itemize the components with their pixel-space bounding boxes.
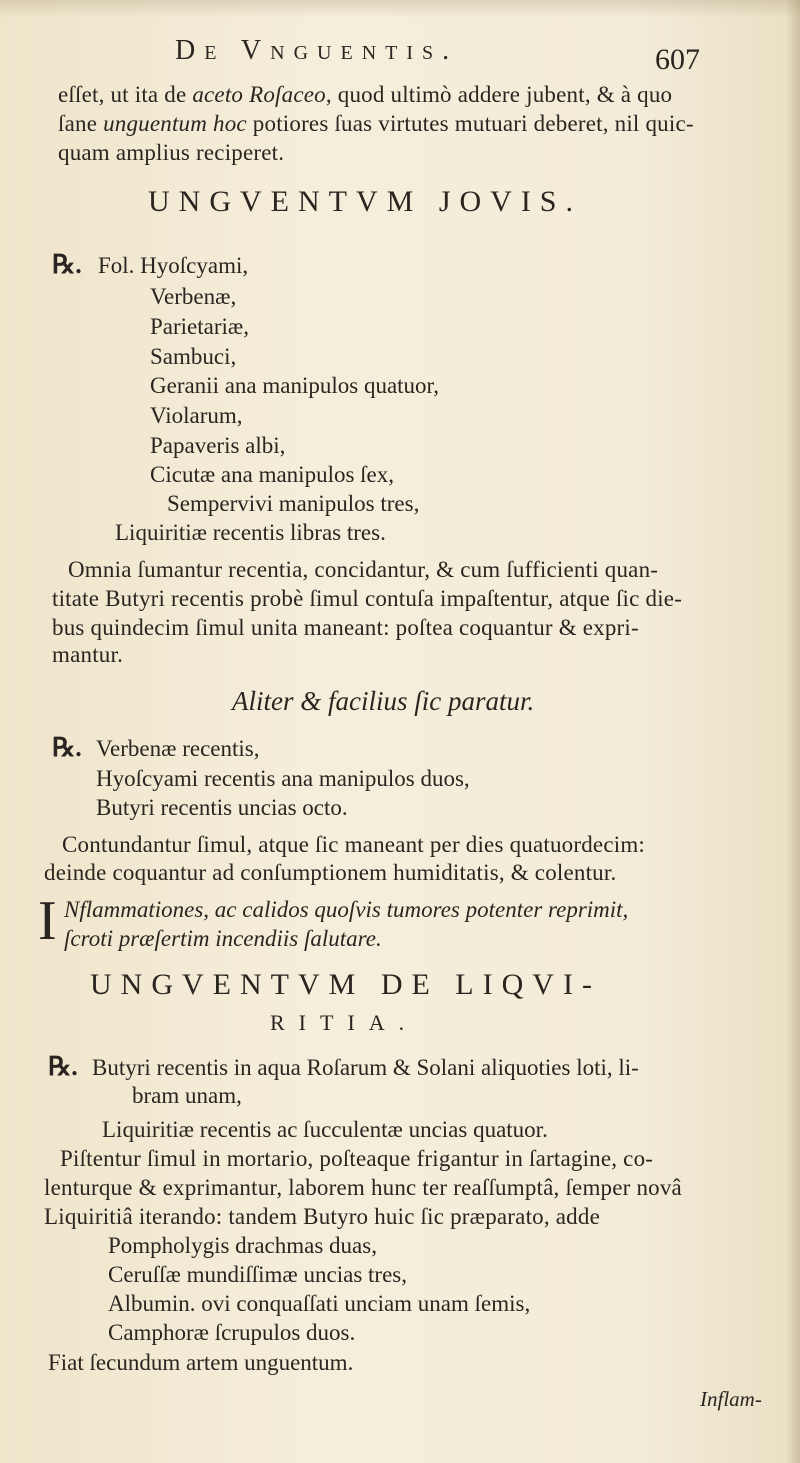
- method-line: Liquiritiâ iterando: tandem Butyro huic ſic præparato, adde: [44, 1204, 600, 1229]
- intro-line-2: [58, 111, 694, 137]
- recipe-title-liquiritia: UNGVENTVM DE LIQVI-: [90, 968, 601, 1001]
- ingredient-line: bram unam,: [132, 1083, 242, 1108]
- method-line: deinde coquantur ad conſumptionem humiditatis, & colentur.: [44, 860, 617, 885]
- ingredient-line: Butyri recentis uncias octo.: [96, 795, 348, 820]
- ingredient-line: Albumin. ovi conquaſſati unciam unam ſemis,: [108, 1291, 531, 1316]
- ingredient-line: Verbenæ,: [150, 284, 237, 309]
- ingredient-line: Ceruſſæ mundiſſimæ uncias tres,: [108, 1262, 407, 1287]
- method-line: Omnia ſumantur recentia, concidantur, & cum ſufficienti quan-: [68, 557, 659, 582]
- page-edge: [786, 0, 800, 1463]
- ingredient-line: Pompholygis drachmas duas,: [108, 1233, 377, 1258]
- method-line: mantur.: [52, 642, 124, 667]
- method-line: Piſtentur ſimul in mortario, poſteaque frigantur in ſartagine, co-: [60, 1146, 654, 1171]
- method-line: titate Butyri recentis probè ſimul contuſa impaſtentur, atque ſic die-: [52, 586, 683, 611]
- intro-line-1: [58, 82, 672, 108]
- usage-line: ſcroti præſertim incendiis ſalutare.: [64, 926, 382, 951]
- ingredient-line: Liquiritiæ recentis libras tres.: [115, 520, 386, 545]
- recipe-title-continuation: RITIA.: [270, 1010, 419, 1035]
- usage-line: Nflammationes, ac calidos quoſvis tumores potenter reprimit,: [64, 897, 629, 922]
- recipe-title-aliter: Aliter & facilius ſic paratur.: [232, 686, 535, 716]
- recipe-symbol: ℞.: [52, 733, 82, 762]
- intro-text: ſane: [58, 111, 104, 136]
- running-title: De Vnguentis.: [175, 35, 459, 66]
- intro-line-3: quam amplius reciperet.: [58, 140, 285, 165]
- ingredient-line: Verbenæ recentis,: [96, 736, 260, 761]
- ingredient-line: Geranii ana manipulos quatuor,: [150, 373, 440, 398]
- page-shadow: [0, 0, 800, 18]
- method-line: Contundantur ſimul, atque ſic maneant per dies quatuordecim:: [62, 832, 646, 857]
- intro-emphasis: unguentum hoc: [103, 111, 247, 136]
- ingredient-line: Camphoræ ſcrupulos duos.: [108, 1320, 356, 1345]
- recipe-symbol: ℞.: [52, 250, 82, 279]
- ingredient-line: Cicutæ ana manipulos ſex,: [150, 462, 395, 487]
- recipe-title-jovis: UNGVENTVM JOVIS.: [148, 185, 582, 218]
- method-line: bus quindecim ſimul unita maneant: poſtea coquantur & expri-: [52, 615, 639, 640]
- ingredient-line: Papaveris albi,: [150, 433, 286, 458]
- catchword: Inflam-: [700, 1387, 762, 1411]
- ingredient-line: Parietariæ,: [150, 314, 249, 339]
- intro-text: , quod ultimò addere jubent, & à quo: [325, 82, 673, 107]
- drop-cap: I: [38, 890, 57, 952]
- ingredient-line: Butyri recentis in aqua Roſarum & Solani aliquoties loti, li-: [92, 1055, 639, 1080]
- intro-text: eſſet, ut ita de: [58, 82, 193, 107]
- closing-line: Fiat ſecundum artem unguentum.: [48, 1350, 354, 1375]
- ingredient-line: Liquiritiæ recentis ac ſucculentæ uncias quatuor.: [102, 1117, 548, 1142]
- page-number: 607: [655, 43, 700, 76]
- ingredient-line: Hyoſcyami recentis ana manipulos duos,: [96, 766, 470, 791]
- ingredient-line: Violarum,: [150, 403, 243, 428]
- ingredient-line: Sempervivi manipulos tres,: [167, 491, 420, 516]
- intro-text: potiores ſuas virtutes mutuari deberet, nil quic-: [246, 111, 694, 136]
- recipe-symbol: ℞.: [48, 1052, 78, 1081]
- method-line: lenturque & exprimantur, laborem hunc ter reaſſumptâ, ſemper novâ: [44, 1175, 682, 1200]
- ingredient-line: Fol. Hyoſcyami,: [98, 253, 249, 278]
- ingredient-line: Sambuci,: [150, 344, 237, 369]
- intro-emphasis: aceto Roſaceo: [192, 82, 326, 107]
